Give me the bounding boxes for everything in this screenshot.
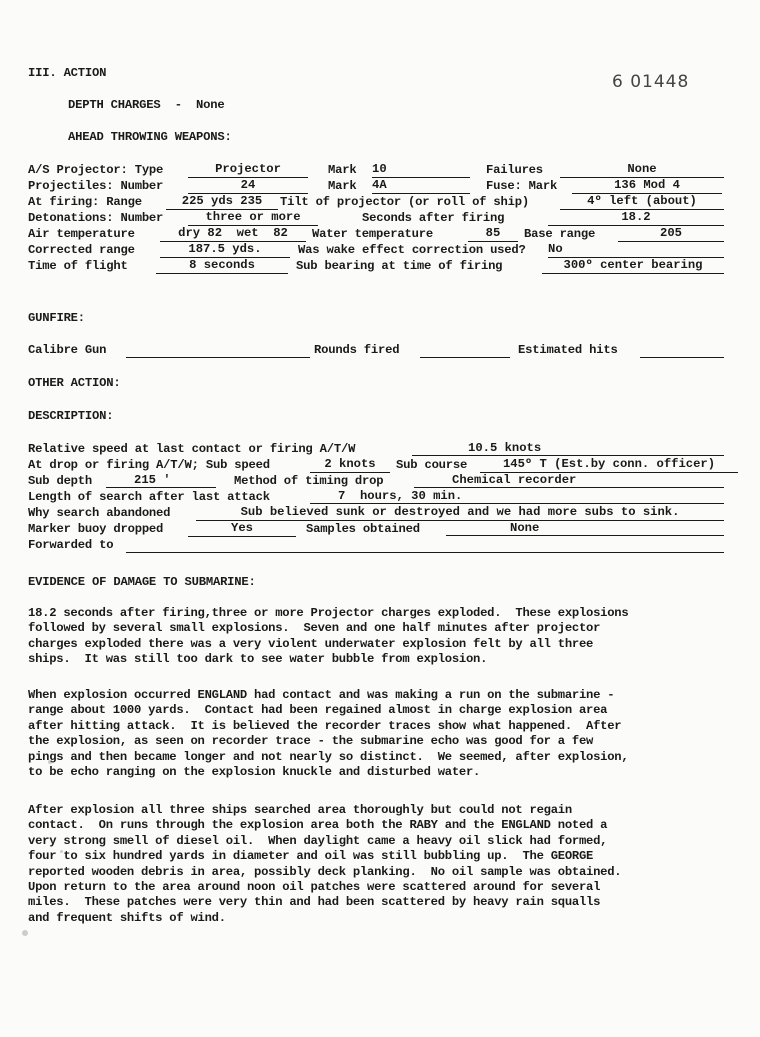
label-search-length: Length of search after last attack: [28, 490, 270, 504]
label-water-temperature: Water temperature: [312, 227, 433, 241]
section-heading: III. ACTION: [28, 66, 107, 80]
other-action-heading: OTHER ACTION:: [28, 376, 121, 390]
value-estimated-hits: [640, 342, 724, 358]
value-corrected-range: 187.5 yds.: [160, 242, 290, 258]
value-fuse-mark: 136 Mod 4: [572, 178, 722, 194]
evidence-paragraph-2: When explosion occurred ENGLAND had contact and was making a run on the submarine - range about 1000 yards. Contact had been regained almost in charge explosion area after hitting attack. It is believed the recorder traces show what happened. After the explosion, as seen on recorder trace - the submarine echo was good for a few pings and then became longer and not nearly so distinct. We seemed, after explosion, to be echo ranging on the explosion knuckle and disturbed water.: [28, 688, 629, 780]
label-rounds-fired: Rounds fired: [314, 343, 400, 357]
label-time-of-flight: Time of flight: [28, 259, 128, 273]
value-calibre-gun: [126, 342, 310, 358]
value-marker-buoy: Yes: [188, 521, 296, 537]
label-relative-speed: Relative speed at last contact or firing A/T/W: [28, 442, 356, 456]
value-why-abandoned: Sub believed sunk or destroyed and we had more subs to sink.: [196, 505, 724, 521]
value-projector-type: Projector: [188, 162, 308, 178]
value-water-temperature: 85: [468, 226, 518, 242]
depth-charges-line: DEPTH CHARGES - None: [68, 98, 225, 112]
label-mark-2: Mark: [328, 179, 357, 193]
value-samples-obtained: None: [446, 521, 724, 536]
scan-speck: [60, 850, 63, 853]
value-detonations: three or more: [188, 210, 318, 226]
value-sub-course: 145º T (Est.by conn. officer): [480, 457, 738, 473]
label-tilt: Tilt of projector (or roll of ship): [280, 195, 529, 209]
value-sub-bearing: 300º center bearing: [542, 258, 724, 274]
value-forwarded-to: [126, 537, 724, 553]
value-sub-depth: 215 ': [106, 473, 216, 488]
evidence-paragraph-1: 18.2 seconds after firing,three or more Projector charges exploded. These explosions followed by several small explosions. Seven and one half minutes after projector charges exploded there was a very violent underwater explosion felt by all three ships. It was still too dark to see water bubble from explosion.: [28, 606, 629, 667]
evidence-heading: EVIDENCE OF DAMAGE TO SUBMARINE:: [28, 575, 256, 589]
label-fuse-mark: Fuse: Mark: [486, 179, 558, 193]
value-sub-speed: 2 knots: [310, 457, 390, 473]
value-range: 225 yds 235: [166, 194, 278, 210]
label-sub-depth: Sub depth: [28, 474, 93, 488]
label-wake-correction: Was wake effect correction used?: [298, 243, 526, 257]
value-relative-speed: 10.5 knots: [412, 441, 724, 456]
document-number: 6 01448: [612, 72, 690, 92]
value-time-of-flight: 8 seconds: [156, 258, 288, 274]
label-projectiles-number: Projectiles: Number: [28, 179, 164, 193]
description-heading: DESCRIPTION:: [28, 409, 114, 423]
ahead-throwing-heading: AHEAD THROWING WEAPONS:: [68, 130, 232, 144]
value-method-timing: Chemical recorder: [414, 473, 724, 488]
label-detonations: Detonations: Number: [28, 211, 164, 225]
label-sub-speed: At drop or firing A/T/W; Sub speed: [28, 458, 270, 472]
label-base-range: Base range: [524, 227, 596, 241]
label-forwarded-to: Forwarded to: [28, 538, 114, 552]
scan-speck: [30, 692, 35, 697]
value-air-temperature: dry 82 wet 82: [160, 226, 306, 242]
value-base-range: 205: [618, 226, 724, 242]
scan-speck: [48, 760, 52, 764]
value-failures: None: [560, 162, 724, 178]
value-projectiles-number: 24: [188, 178, 308, 194]
value-mark: 10: [372, 162, 470, 178]
label-seconds-after-firing: Seconds after firing: [362, 211, 505, 225]
value-wake-correction: No: [548, 242, 724, 258]
label-corrected-range: Corrected range: [28, 243, 135, 257]
gunfire-heading: GUNFIRE:: [28, 311, 85, 325]
label-mark: Mark: [328, 163, 357, 177]
label-failures: Failures: [486, 163, 543, 177]
value-seconds-after-firing: 18.2: [548, 210, 724, 226]
label-range: At firing: Range: [28, 195, 142, 209]
value-rounds-fired: [420, 342, 510, 358]
evidence-paragraph-3: After explosion all three ships searched area thoroughly but could not regain contact. On runs through the explosion area both the RABY and the ENGLAND noted a very strong smell of diesel oil. When daylight came a heavy oil slick had formed, four to six hundred yards in diameter and oil was still bubbling up. The GEORGE reported wooden debris in area, possibly deck planking. No oil sample was obtained. Upon return to the area around noon oil patches were scattered around for several miles. These patches were very thin and had been scattered by heavy rain squalls and frequent shifts of wind.: [28, 803, 622, 925]
label-method-timing: Method of timing drop: [234, 474, 384, 488]
value-tilt: 4º left (about): [560, 194, 724, 210]
label-projector-type: A/S Projector: Type: [28, 163, 164, 177]
label-calibre-gun: Calibre Gun: [28, 343, 107, 357]
label-sub-course: Sub course: [396, 458, 468, 472]
value-mark-2: 4A: [372, 178, 470, 194]
label-sub-bearing: Sub bearing at time of firing: [296, 259, 503, 273]
label-samples-obtained: Samples obtained: [306, 522, 420, 536]
scan-speck: [22, 930, 28, 936]
label-air-temperature: Air temperature: [28, 227, 135, 241]
label-why-abandoned: Why search abandoned: [28, 506, 171, 520]
value-search-length: 7 hours, 30 min.: [310, 489, 724, 504]
label-marker-buoy: Marker buoy dropped: [28, 522, 164, 536]
label-estimated-hits: Estimated hits: [518, 343, 618, 357]
